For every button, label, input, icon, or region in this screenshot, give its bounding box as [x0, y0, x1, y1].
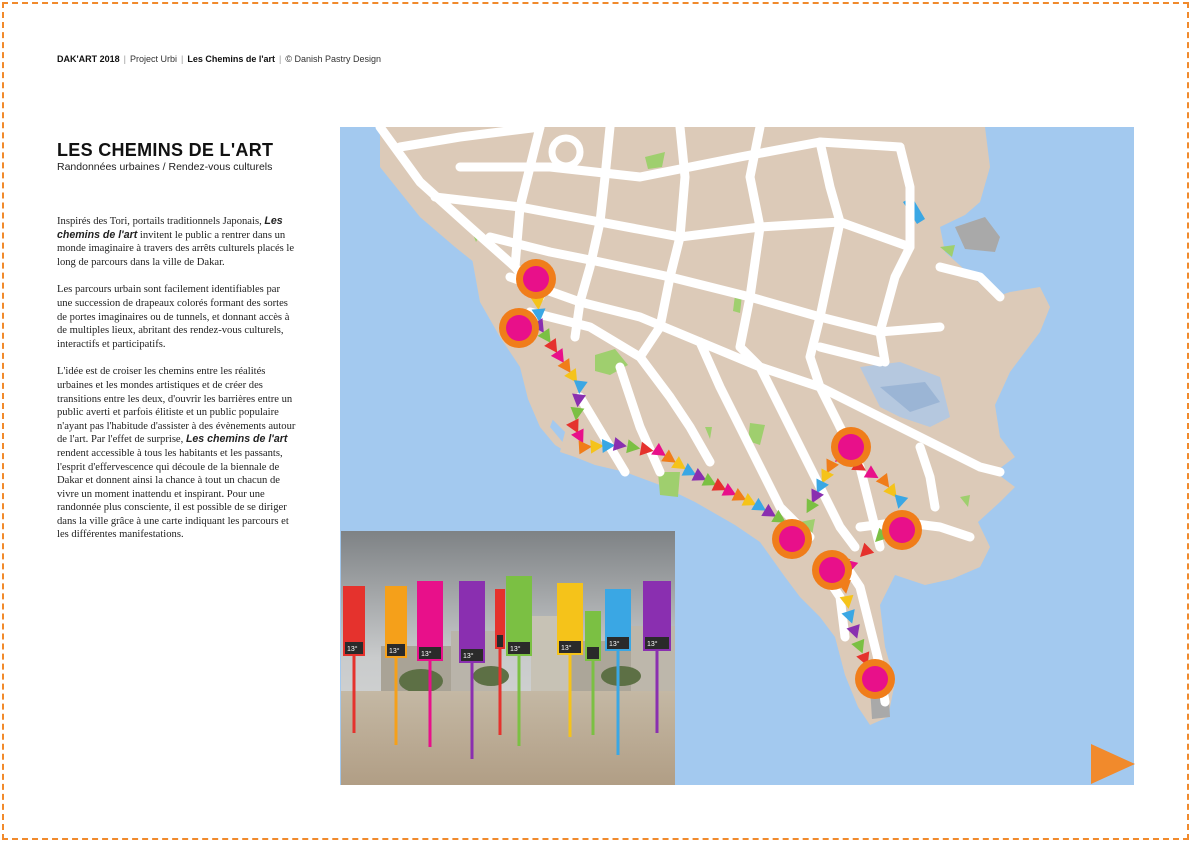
photo-flag-pole — [617, 651, 620, 755]
stop-marker-center — [862, 666, 888, 692]
paragraph-1: Inspirés des Tori, portails traditionnels Japonais, Les chemins de l'art invitent le public a rentrer dans un monde imaginaire à travers des arrêts culturels placés le long de parcours dans la ville de Dakar. — [57, 215, 295, 268]
page-header: DAK'ART 2018 | Project Urbi | Les Chemins de l'art | © Danish Pastry Design — [57, 54, 382, 64]
photo-flag-tag — [497, 635, 503, 647]
photo-flag-label: 13° — [647, 641, 658, 648]
next-page-button[interactable] — [1091, 744, 1135, 784]
paragraph-2: Les parcours urbain sont facilement identifiables par une succession de drapeaux colorés formant des sortes de portes imaginaires ou de tunnels, et donnant accès à de multiples lieux, abritant des rendez-vous culturels, interactifs et participatifs. — [57, 284, 290, 350]
photo-flag-pole — [429, 661, 432, 747]
stop-marker-center — [506, 315, 532, 341]
photo-flag-pole — [395, 658, 398, 745]
header-section: Les Chemins de l'art — [187, 54, 276, 64]
photo-flag-pole — [471, 663, 474, 759]
header-credit: © Danish Pastry Design — [285, 54, 382, 64]
photo-flag-pole — [592, 661, 595, 735]
header-brand: DAK'ART 2018 — [57, 54, 120, 64]
page-subtitle: Randonnées urbaines / Rendez-vous culturels — [57, 161, 273, 173]
photo-flag-label: 13° — [421, 651, 432, 658]
stop-marker-center — [523, 266, 549, 292]
body-text — [57, 215, 297, 556]
page-title: LES CHEMINS DE L'ART — [57, 140, 274, 160]
photo-flag-pole — [518, 656, 521, 746]
photo-flag-label: 13° — [347, 646, 358, 653]
photo-flag-pole — [353, 656, 356, 733]
stop-marker-center — [838, 434, 864, 460]
photo-flag-label: 13° — [463, 653, 474, 660]
play-triangle-icon — [1091, 744, 1135, 784]
flags-photo — [341, 531, 675, 785]
photo-flag-pole — [569, 655, 572, 737]
photo-flag-pole — [499, 649, 502, 735]
photo-flag-label: 13° — [561, 645, 572, 652]
paragraph-3: L'idée est de croiser les chemins entre les réalités urbaines et les mondes artistiques et de créer des transitions entre les deux, d'ouvrir les barrières entre un public averti et parfois élitiste et un public populaire n'ayant pas l'habitude d'assister à des évènements autour de l'art. Par l'effet de surprise, Les chemins de l'art rendent accessible à tous les habitants et les passants, l'esprit d'effervescence qui découle de la biennale de Dakar et donnent ainsi la chance à tout un chacun de vivre un moment inattendu et inspirant. Pour une randonnée plus consciente, il est possible de se diriger dans la ville grâce à une carte indiquant les parcours et les différentes manifestations. — [57, 366, 296, 541]
photo-flag-tag — [587, 647, 599, 659]
header-project: Project Urbi — [130, 54, 178, 64]
photo-flag-pole — [656, 651, 659, 733]
photo-flag-label: 13° — [510, 646, 521, 653]
stop-marker-center — [889, 517, 915, 543]
photo-flag-label: 13° — [609, 641, 620, 648]
stop-marker-center — [819, 557, 845, 583]
photo-flag-label: 13° — [389, 648, 400, 655]
stop-marker-center — [779, 526, 805, 552]
